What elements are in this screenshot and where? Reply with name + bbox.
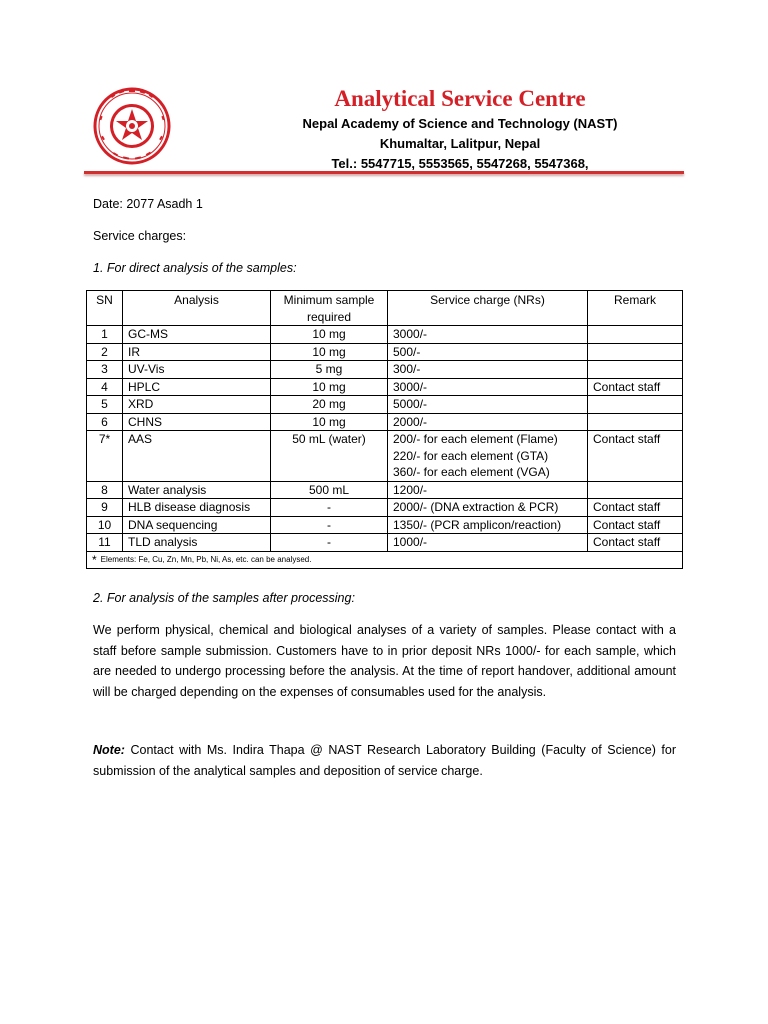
footnote-star: * bbox=[92, 552, 97, 567]
charge-line: 1200/- bbox=[393, 482, 428, 497]
cell-minimum-sample: 500 mL bbox=[271, 481, 388, 499]
note-label: Note: bbox=[93, 743, 125, 757]
cell-minimum-sample: - bbox=[271, 516, 388, 534]
cell-analysis: DNA sequencing bbox=[123, 516, 271, 534]
cell-sn: 6 bbox=[87, 413, 123, 431]
charge-line: 5000/- bbox=[393, 397, 428, 411]
letterhead bbox=[240, 84, 680, 174]
cell-remark bbox=[588, 413, 683, 431]
cell-remark bbox=[588, 396, 683, 414]
cell-minimum-sample: 10 mg bbox=[271, 343, 388, 361]
cell-analysis: HLB disease diagnosis bbox=[123, 499, 271, 517]
telephone: Tel.: 5547715, 5553565, 5547268, 5547368, bbox=[331, 156, 589, 171]
charge-line: 300/- bbox=[393, 362, 421, 376]
cell-service-charge bbox=[388, 343, 588, 361]
charge-line: 220/- for each element (GTA) bbox=[393, 448, 549, 463]
cell-service-charge bbox=[388, 481, 588, 499]
cell-sn: 11 bbox=[87, 534, 123, 552]
cell-analysis: IR bbox=[123, 343, 271, 361]
charge-line: 360/- for each element (VGA) bbox=[393, 465, 550, 479]
table-row bbox=[87, 516, 683, 534]
table-row bbox=[87, 326, 683, 344]
table-row bbox=[87, 413, 683, 431]
header-sn: SN bbox=[87, 291, 123, 326]
table-row bbox=[87, 481, 683, 499]
cell-remark bbox=[588, 343, 683, 361]
table-header-row bbox=[87, 291, 683, 326]
section-2-heading: 2. For analysis of the samples after processing: bbox=[93, 591, 355, 605]
cell-analysis: XRD bbox=[123, 396, 271, 414]
charge-line: 1350/- (PCR amplicon/reaction) bbox=[393, 517, 562, 532]
charge-line: 2000/- bbox=[393, 414, 428, 429]
table-row bbox=[87, 431, 683, 482]
cell-analysis: AAS bbox=[123, 431, 271, 482]
cell-minimum-sample: - bbox=[271, 499, 388, 517]
section-1-heading: 1. For direct analysis of the samples: bbox=[93, 261, 297, 275]
page-title: Analytical Service Centre bbox=[334, 86, 586, 111]
cell-minimum-sample: 5 mg bbox=[271, 361, 388, 379]
note-text: Contact with Ms. Indira Thapa @ NAST Research Laboratory Building (Faculty of Science) for submission of the analytical samples and deposition of service charge. bbox=[93, 743, 676, 778]
cell-minimum-sample: 10 mg bbox=[271, 378, 388, 396]
cell-remark bbox=[588, 361, 683, 379]
cell-remark: Contact staff bbox=[588, 534, 683, 552]
cell-analysis: CHNS bbox=[123, 413, 271, 431]
cell-sn: 1 bbox=[87, 326, 123, 344]
table-row bbox=[87, 499, 683, 517]
header-remark: Remark bbox=[588, 291, 683, 326]
cell-sn: 9 bbox=[87, 499, 123, 517]
cell-service-charge bbox=[388, 516, 588, 534]
table-row bbox=[87, 534, 683, 552]
cell-remark bbox=[588, 481, 683, 499]
processing-paragraph: We perform physical, chemical and biological analyses of a variety of samples. Please contact with a staff before sample submission. Customers have to in prior deposit NRs 1000/- for each sample, which are needed to undergo processing before the analysis. At the time of report handover, additional amount will be charged depending on the expenses of consumables used for the analysis. bbox=[93, 623, 676, 699]
date-line: Date: 2077 Asadh 1 bbox=[93, 197, 203, 211]
cell-remark: Contact staff bbox=[588, 516, 683, 534]
cell-minimum-sample: - bbox=[271, 534, 388, 552]
cell-analysis: HPLC bbox=[123, 378, 271, 396]
cell-service-charge bbox=[388, 378, 588, 396]
address: Khumaltar, Lalitpur, Nepal bbox=[379, 136, 541, 151]
cell-minimum-sample: 20 mg bbox=[271, 396, 388, 414]
nast-seal-logo-icon bbox=[93, 87, 171, 165]
table-footnote bbox=[87, 551, 683, 569]
table-row bbox=[87, 396, 683, 414]
cell-remark: Contact staff bbox=[588, 431, 683, 482]
cell-remark bbox=[588, 326, 683, 344]
charge-line: 500/- bbox=[393, 344, 421, 359]
service-charges-table bbox=[86, 290, 683, 569]
cell-sn: 7* bbox=[87, 431, 123, 482]
cell-sn: 10 bbox=[87, 516, 123, 534]
charge-line: 3000/- bbox=[393, 379, 428, 394]
footnote-text: Elements: Fe, Cu, Zn, Mn, Pb, Ni, As, etc. can be analysed. bbox=[100, 554, 312, 564]
cell-service-charge bbox=[388, 326, 588, 344]
cell-analysis: TLD analysis bbox=[123, 534, 271, 552]
cell-minimum-sample: 50 mL (water) bbox=[271, 431, 388, 482]
charge-line: 200/- for each element (Flame) bbox=[393, 432, 558, 446]
cell-sn: 5 bbox=[87, 396, 123, 414]
cell-analysis: UV-Vis bbox=[123, 361, 271, 379]
header-minimum-sample: Minimum sample required bbox=[271, 291, 388, 326]
cell-minimum-sample: 10 mg bbox=[271, 326, 388, 344]
cell-sn: 4 bbox=[87, 378, 123, 396]
table-row bbox=[87, 378, 683, 396]
header-analysis: Analysis bbox=[123, 291, 271, 326]
cell-sn: 8 bbox=[87, 481, 123, 499]
cell-minimum-sample: 10 mg bbox=[271, 413, 388, 431]
organization-name: Nepal Academy of Science and Technology (NAST) bbox=[302, 116, 618, 131]
charge-line: 1000/- bbox=[393, 535, 428, 549]
table-row bbox=[87, 343, 683, 361]
cell-remark: Contact staff bbox=[588, 378, 683, 396]
note-paragraph bbox=[93, 740, 676, 781]
cell-service-charge bbox=[388, 534, 588, 552]
charge-line: 2000/- (DNA extraction & PCR) bbox=[393, 500, 559, 514]
cell-service-charge bbox=[388, 499, 588, 517]
service-charges-heading: Service charges: bbox=[93, 229, 187, 243]
cell-service-charge bbox=[388, 413, 588, 431]
header-divider bbox=[84, 171, 684, 174]
cell-sn: 3 bbox=[87, 361, 123, 379]
cell-service-charge bbox=[388, 361, 588, 379]
table-row bbox=[87, 361, 683, 379]
table-footnote-row bbox=[87, 551, 683, 569]
cell-analysis: Water analysis bbox=[123, 481, 271, 499]
cell-sn: 2 bbox=[87, 343, 123, 361]
cell-remark: Contact staff bbox=[588, 499, 683, 517]
header-service-charge: Service charge (NRs) bbox=[388, 291, 588, 326]
cell-analysis: GC-MS bbox=[123, 326, 271, 344]
cell-service-charge bbox=[388, 396, 588, 414]
cell-service-charge bbox=[388, 431, 588, 482]
charge-line: 3000/- bbox=[393, 327, 428, 341]
